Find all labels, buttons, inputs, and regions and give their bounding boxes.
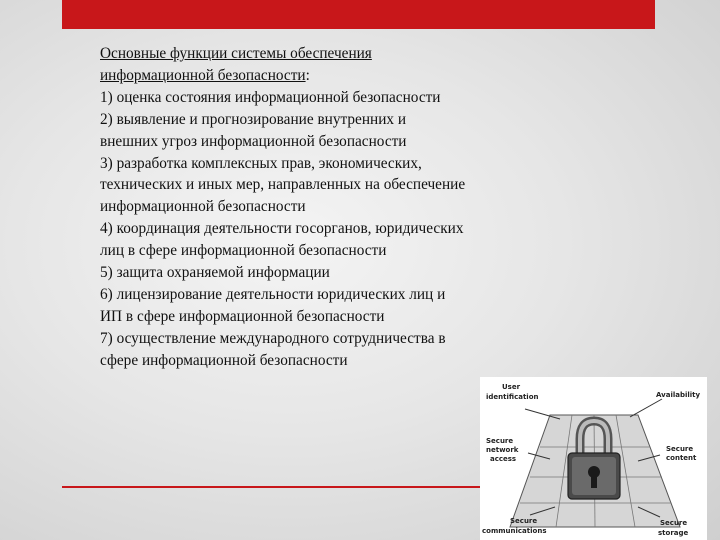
function-item-7-line-1: 7) осуществление международного сотрудничества в [100,329,446,347]
function-item-7-line-2: сфере информационной безопасности [100,351,348,369]
function-item-3-line-1: 3) разработка комплексных прав, экономических, [100,154,422,172]
padlock-puzzle-diagram [480,377,707,540]
security-illustration [480,377,707,540]
label-user-identification-1: User [502,383,521,391]
divider-line [62,486,480,488]
functions-text [100,43,545,372]
function-item-5-line-1: 5) защита охраняемой информации [100,264,330,282]
function-item-6-line-2: ИП в сфере информационной безопасности [100,307,385,325]
function-item-4-line-2: лиц в сфере информационной безопасности [100,242,387,260]
label-secure-communications-2: communications [482,527,547,535]
label-secure-network-2: network [486,446,519,454]
function-item-1-line-1: 1) оценка состояния информационной безопасности [100,88,441,106]
label-secure-storage-2: storage [658,529,689,537]
label-availability: Availability [656,391,701,399]
label-secure-communications-1: Secure [510,517,538,525]
top-accent-bar [62,0,655,29]
label-secure-network-1: Secure [486,437,514,445]
label-secure-content-2: content [666,454,697,462]
function-item-6-line-1: 6) лицензирование деятельности юридических лиц и [100,285,446,303]
function-item-3-line-3: информационной безопасности [100,198,306,216]
label-secure-content-1: Secure [666,445,694,453]
function-item-3-line-2: технических и иных мер, направленных на обеспечение [100,176,466,194]
function-item-2-line-1: 2) выявление и прогнозирование внутренних и [100,110,407,128]
label-secure-storage-1: Secure [660,519,688,527]
function-item-2-line-2: внешних угроз информационной безопасности [100,132,407,150]
functions-list [100,87,545,372]
heading-line-1: Основные функции системы обеспечения [100,45,372,62]
heading-line-2: информационной безопасности: [100,66,310,84]
function-item-4-line-1: 4) координация деятельности госорганов, юридических [100,220,464,238]
label-secure-network-3: access [490,455,517,463]
label-user-identification-2: identification [486,393,539,401]
